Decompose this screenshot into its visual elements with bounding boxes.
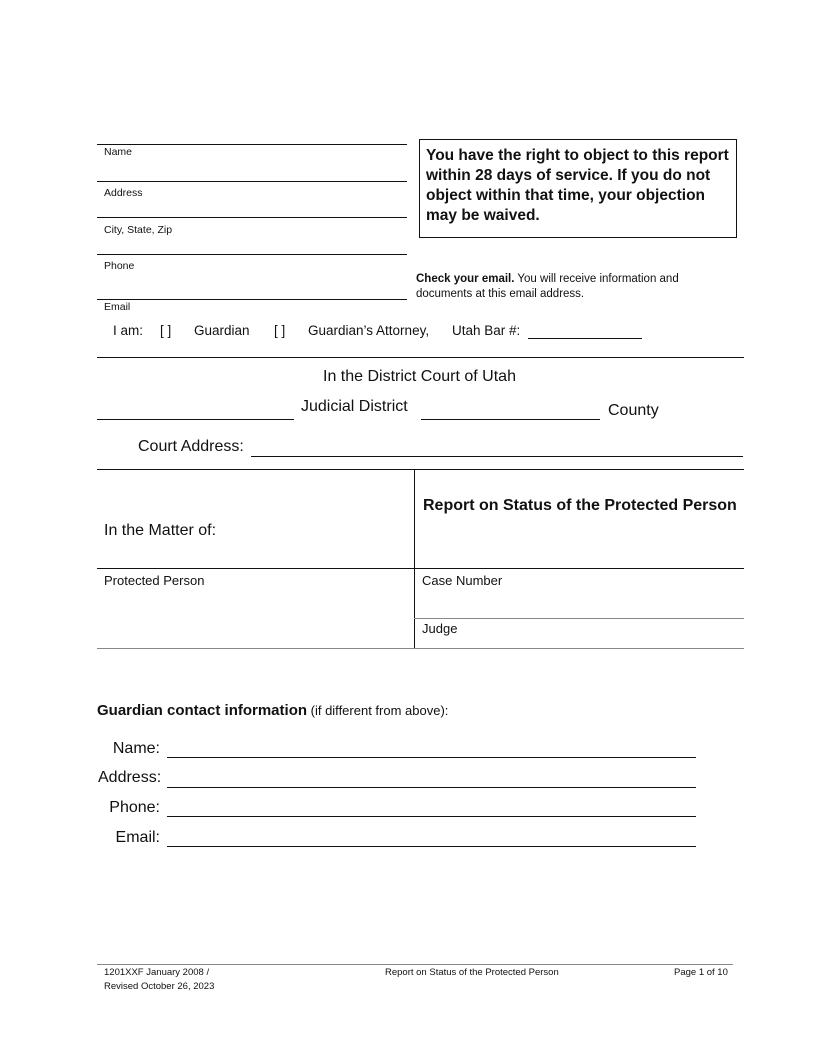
name-field-label: Name xyxy=(104,146,133,158)
guardian-phone-input-line[interactable] xyxy=(167,816,696,817)
address-field-label: Address xyxy=(104,187,143,199)
guardian-address-label: Address: xyxy=(98,769,162,786)
footer-form-id-line2: Revised October 26, 2023 xyxy=(104,981,215,992)
district-number-input-line[interactable] xyxy=(97,419,294,420)
case-judge-divider xyxy=(414,618,744,619)
county-input-line[interactable] xyxy=(421,419,600,420)
judge-label: Judge xyxy=(422,621,458,636)
guardian-option-label: Guardian xyxy=(194,323,250,338)
guardian-email-label: Email: xyxy=(115,829,160,846)
city-field-label: City, State, Zip xyxy=(104,224,173,236)
guardian-checkbox[interactable]: [ ] xyxy=(160,323,172,338)
court-address-label: Court Address: xyxy=(138,438,244,455)
email-note xyxy=(416,272,716,302)
guardian-email-input-line[interactable] xyxy=(167,846,696,847)
phone-field-label: Phone xyxy=(104,260,135,272)
address-top-line[interactable] xyxy=(97,181,407,182)
email-note-bold: Check your email. xyxy=(416,273,515,285)
email-note-text: You will receive information and documents at this email address. xyxy=(416,273,679,300)
i-am-label: I am: xyxy=(113,323,144,338)
name-top-line xyxy=(97,144,407,145)
email-field-label: Email xyxy=(104,301,131,313)
judicial-district-label: Judicial District xyxy=(301,398,408,415)
city-top-line[interactable] xyxy=(97,217,407,218)
protected-person-label: Protected Person xyxy=(104,573,205,588)
attorney-checkbox[interactable]: [ ] xyxy=(274,323,286,338)
in-the-matter-label: In the Matter of: xyxy=(104,522,217,539)
guardian-phone-label: Phone: xyxy=(109,799,160,816)
bar-number-input-line[interactable] xyxy=(528,338,642,339)
guardian-contact-heading-note: (if different from above): xyxy=(307,703,449,718)
footer-form-id-line1: 1201XXF January 2008 / xyxy=(104,967,210,978)
county-label: County xyxy=(608,402,659,419)
footer-form-id xyxy=(104,966,214,994)
footer-document-title: Report on Status of the Protected Person xyxy=(385,967,559,978)
attorney-option-label: Guardian’s Attorney, xyxy=(308,323,430,338)
phone-top-line[interactable] xyxy=(97,254,407,255)
case-number-label: Case Number xyxy=(422,573,503,588)
document-title: Report on Status of the Protected Person xyxy=(423,497,737,514)
court-section-divider xyxy=(97,357,744,358)
court-address-input-line[interactable] xyxy=(251,456,743,457)
guardian-contact-heading xyxy=(97,702,448,720)
caption-bottom-line xyxy=(97,648,744,649)
objection-notice-box: You have the right to object to this report within 28 days of service. If you do not object within that time, your objection may be waived. xyxy=(419,139,737,238)
guardian-name-input-line[interactable] xyxy=(167,757,696,758)
caption-divider xyxy=(414,469,415,649)
email-top-line[interactable] xyxy=(97,299,407,300)
guardian-name-label: Name: xyxy=(112,740,160,757)
bar-number-label: Utah Bar #: xyxy=(452,323,521,338)
footer-page-number: Page 1 of 10 xyxy=(674,967,728,978)
caption-top-line xyxy=(97,469,744,470)
court-title: In the District Court of Utah xyxy=(323,368,516,385)
guardian-contact-heading-bold: Guardian contact information xyxy=(97,702,308,719)
caption-middle-line xyxy=(97,568,744,569)
footer-rule xyxy=(97,964,733,965)
guardian-address-input-line[interactable] xyxy=(167,787,696,788)
